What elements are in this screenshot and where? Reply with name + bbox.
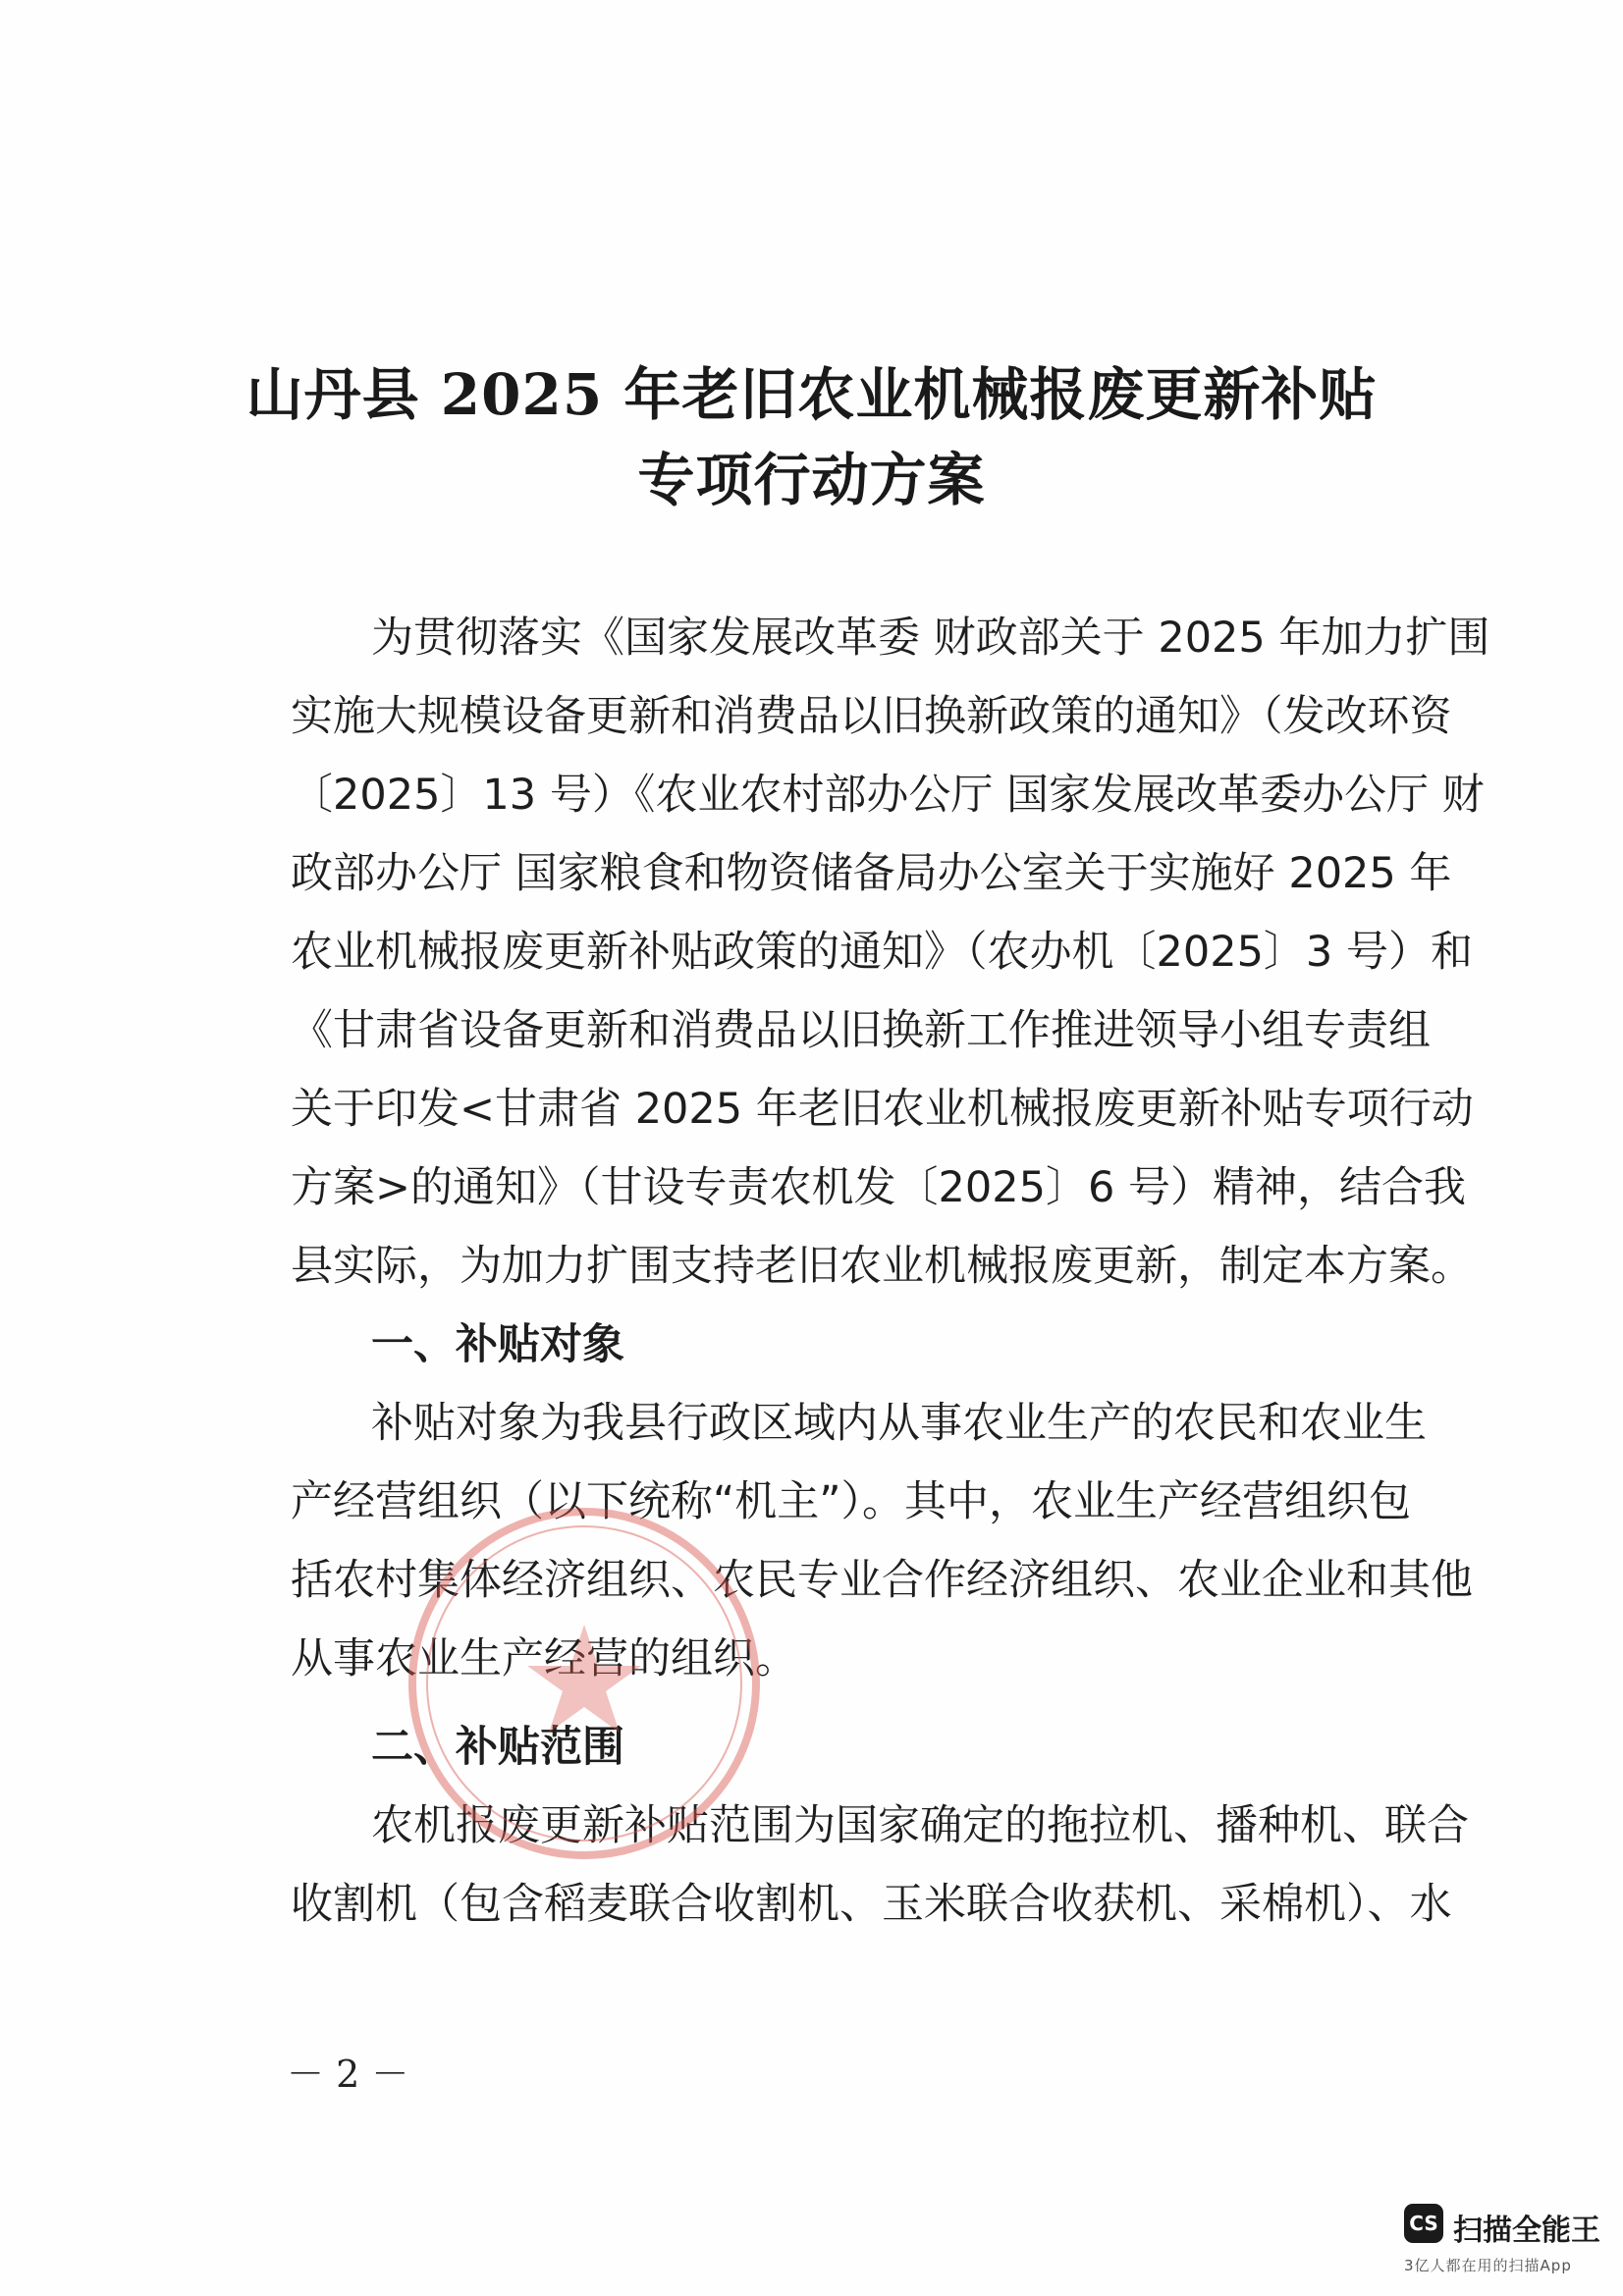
document-title-line-2: 专项行动方案 [637, 447, 986, 513]
body-line: 补贴对象为我县行政区域内从事农业生产的农民和农业生 [371, 1399, 1427, 1448]
body-line: 为贯彻落实《国家发展改革委 财政部关于 2025 年加力扩围 [371, 614, 1490, 663]
body-line: 关于印发<甘肃省 2025 年老旧农业机械报废更新补贴专项行动 [291, 1085, 1474, 1134]
body-line: 农机报废更新补贴范围为国家确定的拖拉机、播种机、联合 [371, 1801, 1469, 1850]
scanner-logo-icon: CS [1404, 2204, 1443, 2243]
body-line: 实施大规模设备更新和消费品以旧换新政策的通知》（发改环资 [291, 692, 1452, 741]
document-title-line-1: 山丹县 2025 年老旧农业机械报废更新补贴 [245, 361, 1378, 428]
section-heading-subsidy-target: 一、补贴对象 [371, 1320, 624, 1369]
body-line: 农业机械报废更新补贴政策的通知》（农办机〔2025〕3 号）和 [291, 928, 1473, 977]
body-line: 〔2025〕13 号）《农业农村部办公厅 国家发展改革委办公厅 财 [291, 771, 1485, 820]
body-line: 《甘肃省设备更新和消费品以旧换新工作推进领导小组专责组 [291, 1006, 1431, 1055]
body-line: 从事农业生产经营的组织。 [291, 1634, 797, 1683]
section-heading-subsidy-scope: 二、补贴范围 [371, 1723, 624, 1772]
page-number: － 2 － [287, 2053, 409, 2096]
body-line: 方案>的通知》（甘设专责农机发〔2025〕6 号）精神，结合我 [291, 1163, 1466, 1212]
body-line: 收割机（包含稻麦联合收割机、玉米联合收获机、采棉机）、水 [291, 1880, 1452, 1929]
scanner-app-name: 扫描全能王 [1453, 2214, 1600, 2248]
scanner-app-slogan: 3亿人都在用的扫描App [1404, 2257, 1572, 2274]
body-line: 政部办公厅 国家粮食和物资储备局办公室关于实施好 2025 年 [291, 849, 1452, 898]
body-line: 县实际，为加力扩围支持老旧农业机械报废更新，制定本方案。 [291, 1242, 1473, 1291]
body-line: 括农村集体经济组织、农民专业合作经济组织、农业企业和其他 [291, 1556, 1473, 1605]
scanner-app-watermark [1404, 2204, 1610, 2292]
body-line: 产经营组织（以下统称“机主”）。其中，农业生产经营组织包 [291, 1477, 1412, 1526]
